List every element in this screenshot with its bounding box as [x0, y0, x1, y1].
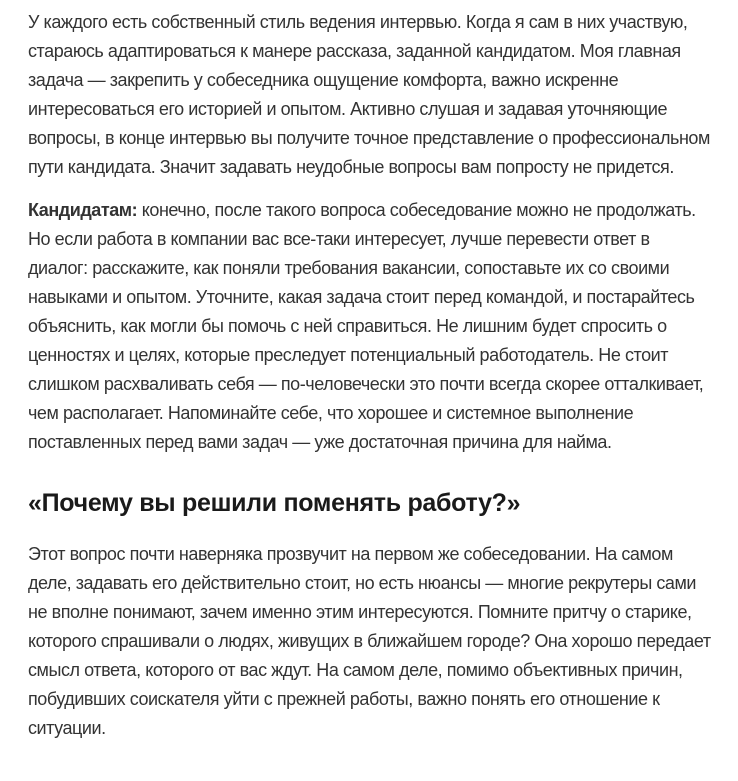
paragraph-candidates — [28, 196, 712, 457]
paragraph-candidates-body: конечно, после такого вопроса собеседование можно не продолжать. Но если работа в компании вас все-таки интересует, лучше перевести ответ в диалог: расскажите, как поняли требования вакансии, сопоставьте их со своими навыками и опытом. Уточните, какая задача стоит перед командой, и постарайтесь объяснить, как могли бы помочь с ней справиться. Не лишним будет спросить о ценностях и целях, которые преследует потенциальный работодатель. Не стоит слишком расхваливать себя — по-человечески это почти всегда скорее отталкивает, чем располагает. Напоминайте себе, что хорошее и системное выполнение поставленных перед вами задач — уже достаточная причина для найма. — [28, 200, 704, 452]
paragraph-why-change-job: Этот вопрос почти наверняка прозвучит на первом же собеседовании. На самом деле, задавать его действительно стоит, но есть нюансы — многие рекрутеры сами не вполне понимают, зачем именно этим интересуются. Помните притчу о старике, которого спрашивали о людях, живущих в ближайшем городе? Она хорошо передает смысл ответа, которого от вас ждут. На самом деле, помимо объективных причин, побудивших соискателя уйти с прежней работы, важно понять его отношение к ситуации. — [28, 544, 711, 738]
section-heading-why-change-job: «Почему вы решили поменять работу?» — [28, 489, 521, 517]
paragraph-candidates-lead: Кандидатам: — [28, 200, 138, 220]
paragraph-interview-style: У каждого есть собственный стиль ведения интервью. Когда я сам в них участвую, стараюсь адаптироваться к манере рассказа, заданной кандидатом. Моя главная задача — закрепить у собеседника ощущение комфорта, важно искренне интересоваться его историей и опытом. Активно слушая и задавая уточняющие вопросы, в конце интервью вы получите точное представление о профессиональном пути кандидата. Значит задавать неудобные вопросы вам попросту не придется. — [28, 12, 710, 177]
